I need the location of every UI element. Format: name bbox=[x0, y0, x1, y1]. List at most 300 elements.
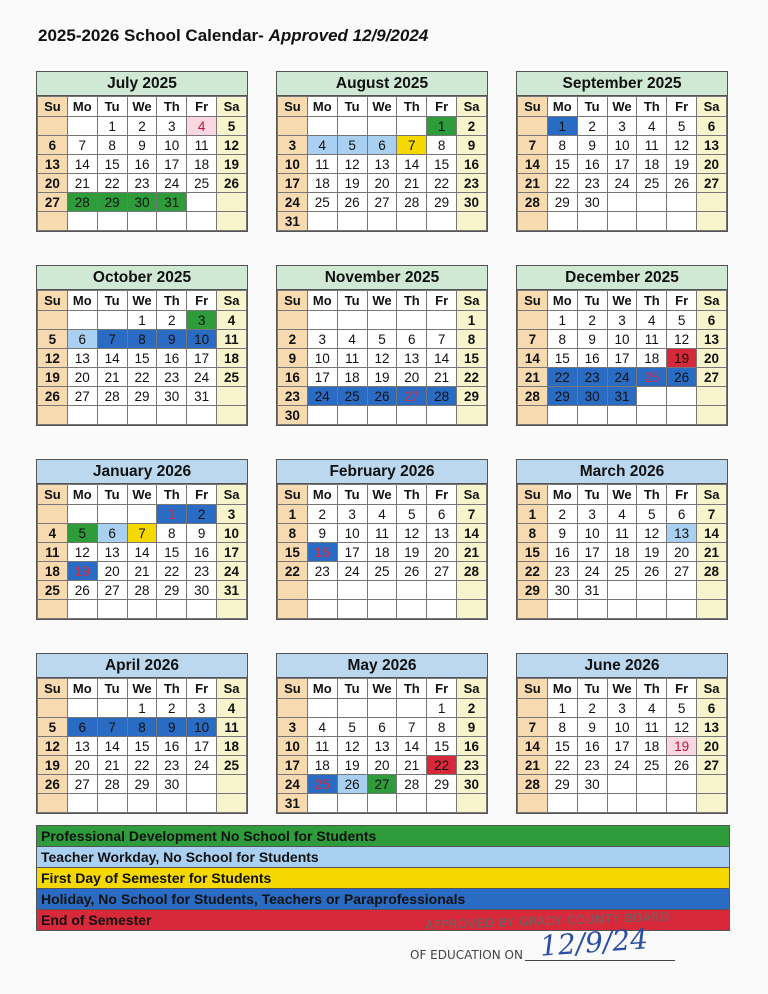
day-cell: 19 bbox=[337, 756, 367, 775]
day-cell: 2 bbox=[457, 117, 487, 136]
month-grid bbox=[37, 484, 247, 619]
empty-cell bbox=[518, 212, 548, 231]
empty-cell bbox=[518, 406, 548, 425]
weekday-header: Th bbox=[397, 485, 427, 505]
empty-cell bbox=[307, 581, 337, 600]
day-cell: 12 bbox=[667, 330, 697, 349]
empty-cell bbox=[577, 212, 607, 231]
empty-cell bbox=[97, 505, 127, 524]
empty-cell bbox=[577, 406, 607, 425]
day-cell: 21 bbox=[67, 174, 97, 193]
day-cell: 4 bbox=[337, 330, 367, 349]
day-cell: 3 bbox=[278, 718, 308, 737]
day-cell: 9 bbox=[577, 136, 607, 155]
day-cell: 13 bbox=[38, 155, 68, 174]
day-cell: 3 bbox=[187, 311, 217, 330]
weekday-header: We bbox=[127, 97, 157, 117]
day-cell: 12 bbox=[38, 737, 68, 756]
week-row bbox=[518, 543, 727, 562]
day-cell: 14 bbox=[518, 349, 548, 368]
week-row bbox=[518, 117, 727, 136]
day-cell: 4 bbox=[187, 117, 217, 136]
weekday-header: Su bbox=[38, 679, 68, 699]
week-row bbox=[278, 562, 487, 581]
day-cell: 7 bbox=[457, 505, 487, 524]
empty-cell bbox=[367, 117, 397, 136]
week-row bbox=[38, 330, 247, 349]
week-row bbox=[518, 406, 727, 425]
empty-cell bbox=[697, 406, 727, 425]
day-cell: 10 bbox=[307, 349, 337, 368]
empty-cell bbox=[367, 212, 397, 231]
day-cell: 5 bbox=[337, 718, 367, 737]
month-calendar bbox=[36, 653, 248, 814]
week-row bbox=[278, 174, 487, 193]
weekday-header: Tu bbox=[577, 97, 607, 117]
day-cell: 21 bbox=[518, 174, 548, 193]
day-cell: 20 bbox=[427, 543, 457, 562]
empty-cell bbox=[367, 581, 397, 600]
day-cell: 8 bbox=[547, 136, 577, 155]
weekday-header: Sa bbox=[697, 485, 727, 505]
day-cell: 5 bbox=[38, 718, 68, 737]
day-cell: 10 bbox=[607, 718, 637, 737]
empty-cell bbox=[157, 794, 187, 813]
day-cell: 13 bbox=[67, 737, 97, 756]
day-cell: 15 bbox=[427, 737, 457, 756]
weekday-header: Th bbox=[157, 485, 187, 505]
day-cell: 26 bbox=[637, 562, 667, 581]
day-cell: 25 bbox=[307, 775, 337, 794]
day-cell: 23 bbox=[157, 368, 187, 387]
empty-cell bbox=[637, 212, 667, 231]
empty-cell bbox=[667, 193, 697, 212]
day-cell: 22 bbox=[547, 756, 577, 775]
day-cell: 15 bbox=[127, 349, 157, 368]
day-cell: 18 bbox=[637, 155, 667, 174]
weekday-header: Th bbox=[397, 291, 427, 311]
empty-cell bbox=[307, 699, 337, 718]
month-calendar bbox=[516, 265, 728, 426]
day-cell: 10 bbox=[187, 718, 217, 737]
day-cell: 17 bbox=[187, 737, 217, 756]
empty-cell bbox=[697, 193, 727, 212]
month-calendar bbox=[276, 459, 488, 620]
empty-cell bbox=[97, 406, 127, 425]
day-cell: 3 bbox=[337, 505, 367, 524]
week-row bbox=[278, 193, 487, 212]
day-cell: 22 bbox=[547, 174, 577, 193]
day-cell: 26 bbox=[337, 193, 367, 212]
day-cell: 13 bbox=[697, 330, 727, 349]
weekday-header: Fr bbox=[667, 485, 697, 505]
day-cell: 23 bbox=[577, 368, 607, 387]
month-grid bbox=[517, 484, 727, 619]
day-cell: 15 bbox=[547, 737, 577, 756]
day-cell: 12 bbox=[337, 737, 367, 756]
day-cell: 4 bbox=[217, 311, 247, 330]
day-cell: 10 bbox=[157, 136, 187, 155]
empty-cell bbox=[157, 212, 187, 231]
empty-cell bbox=[127, 600, 157, 619]
week-row bbox=[38, 775, 247, 794]
day-cell: 29 bbox=[547, 775, 577, 794]
day-cell: 16 bbox=[157, 349, 187, 368]
empty-cell bbox=[367, 406, 397, 425]
week-row bbox=[38, 117, 247, 136]
empty-cell bbox=[457, 794, 487, 813]
day-cell: 20 bbox=[67, 756, 97, 775]
weekday-header: We bbox=[127, 291, 157, 311]
day-cell: 28 bbox=[427, 387, 457, 406]
day-cell: 2 bbox=[187, 505, 217, 524]
empty-cell bbox=[307, 212, 337, 231]
week-row bbox=[38, 311, 247, 330]
empty-cell bbox=[67, 311, 97, 330]
day-cell: 1 bbox=[457, 311, 487, 330]
weekday-header: Th bbox=[157, 291, 187, 311]
day-cell: 26 bbox=[337, 775, 367, 794]
empty-cell bbox=[127, 505, 157, 524]
day-cell: 4 bbox=[637, 699, 667, 718]
week-row bbox=[518, 718, 727, 737]
day-cell: 18 bbox=[307, 756, 337, 775]
empty-cell bbox=[637, 387, 667, 406]
day-cell: 5 bbox=[337, 136, 367, 155]
empty-cell bbox=[187, 406, 217, 425]
weekday-header: Mo bbox=[307, 679, 337, 699]
day-cell: 18 bbox=[217, 349, 247, 368]
day-cell: 27 bbox=[697, 756, 727, 775]
empty-cell bbox=[607, 600, 637, 619]
day-cell: 19 bbox=[667, 737, 697, 756]
weekday-header: We bbox=[367, 291, 397, 311]
empty-cell bbox=[457, 581, 487, 600]
day-cell: 7 bbox=[397, 136, 427, 155]
empty-cell bbox=[67, 699, 97, 718]
week-row bbox=[518, 524, 727, 543]
day-cell: 22 bbox=[457, 368, 487, 387]
day-cell: 18 bbox=[217, 737, 247, 756]
day-cell: 6 bbox=[38, 136, 68, 155]
day-cell: 7 bbox=[518, 330, 548, 349]
day-cell: 8 bbox=[457, 330, 487, 349]
day-cell: 4 bbox=[307, 136, 337, 155]
month-calendar bbox=[516, 459, 728, 620]
month-title: December 2025 bbox=[517, 266, 727, 290]
week-row bbox=[518, 775, 727, 794]
weekday-header: Su bbox=[278, 291, 308, 311]
weekday-header: We bbox=[367, 679, 397, 699]
weekday-header: We bbox=[607, 679, 637, 699]
month-grid bbox=[37, 96, 247, 231]
day-cell: 29 bbox=[427, 193, 457, 212]
day-cell: 27 bbox=[367, 775, 397, 794]
week-row bbox=[278, 368, 487, 387]
day-cell: 19 bbox=[38, 756, 68, 775]
empty-cell bbox=[518, 117, 548, 136]
empty-cell bbox=[337, 794, 367, 813]
weekday-header: Su bbox=[38, 485, 68, 505]
empty-cell bbox=[547, 600, 577, 619]
weekday-header: Su bbox=[518, 97, 548, 117]
day-cell: 4 bbox=[38, 524, 68, 543]
empty-cell bbox=[637, 775, 667, 794]
day-cell: 17 bbox=[278, 174, 308, 193]
weekday-header: Tu bbox=[337, 679, 367, 699]
day-cell: 29 bbox=[157, 581, 187, 600]
month-title: July 2025 bbox=[37, 72, 247, 96]
empty-cell bbox=[67, 505, 97, 524]
empty-cell bbox=[397, 600, 427, 619]
empty-cell bbox=[307, 117, 337, 136]
day-cell: 6 bbox=[667, 505, 697, 524]
day-cell: 28 bbox=[518, 775, 548, 794]
day-cell: 3 bbox=[577, 505, 607, 524]
month-title: August 2025 bbox=[277, 72, 487, 96]
day-cell: 11 bbox=[607, 524, 637, 543]
month-calendar bbox=[276, 653, 488, 814]
day-cell: 26 bbox=[397, 562, 427, 581]
day-cell: 21 bbox=[97, 756, 127, 775]
week-row bbox=[278, 311, 487, 330]
day-cell: 19 bbox=[217, 155, 247, 174]
day-cell: 29 bbox=[97, 193, 127, 212]
month-title: January 2026 bbox=[37, 460, 247, 484]
empty-cell bbox=[607, 581, 637, 600]
day-cell: 11 bbox=[307, 155, 337, 174]
day-cell: 9 bbox=[577, 718, 607, 737]
day-cell: 8 bbox=[278, 524, 308, 543]
day-cell: 13 bbox=[67, 349, 97, 368]
week-row bbox=[38, 174, 247, 193]
empty-cell bbox=[217, 212, 247, 231]
day-cell: 3 bbox=[278, 136, 308, 155]
day-cell: 26 bbox=[217, 174, 247, 193]
day-cell: 22 bbox=[427, 756, 457, 775]
weekday-header: Mo bbox=[67, 97, 97, 117]
empty-cell bbox=[457, 406, 487, 425]
day-cell: 15 bbox=[518, 543, 548, 562]
day-cell: 30 bbox=[457, 193, 487, 212]
weekday-header: Sa bbox=[457, 291, 487, 311]
day-cell: 19 bbox=[637, 543, 667, 562]
day-cell: 25 bbox=[187, 174, 217, 193]
month-title: October 2025 bbox=[37, 266, 247, 290]
day-cell: 8 bbox=[97, 136, 127, 155]
weekday-header: Mo bbox=[547, 679, 577, 699]
day-cell: 30 bbox=[577, 387, 607, 406]
month-title: November 2025 bbox=[277, 266, 487, 290]
empty-cell bbox=[67, 212, 97, 231]
day-cell: 23 bbox=[577, 174, 607, 193]
day-cell: 25 bbox=[367, 562, 397, 581]
day-cell: 8 bbox=[547, 718, 577, 737]
week-row bbox=[38, 136, 247, 155]
day-cell: 28 bbox=[97, 775, 127, 794]
day-cell: 21 bbox=[697, 543, 727, 562]
legend-holiday: Holiday, No School for Students, Teachers or Paraprofessionals bbox=[37, 889, 729, 910]
week-row bbox=[278, 775, 487, 794]
empty-cell bbox=[518, 794, 548, 813]
day-cell: 10 bbox=[577, 524, 607, 543]
week-row bbox=[518, 562, 727, 581]
day-cell: 25 bbox=[38, 581, 68, 600]
day-cell: 3 bbox=[607, 311, 637, 330]
day-cell: 23 bbox=[457, 756, 487, 775]
day-cell: 20 bbox=[697, 349, 727, 368]
empty-cell bbox=[667, 212, 697, 231]
day-cell: 17 bbox=[607, 155, 637, 174]
day-cell: 24 bbox=[157, 174, 187, 193]
empty-cell bbox=[278, 117, 308, 136]
day-cell: 31 bbox=[157, 193, 187, 212]
day-cell: 18 bbox=[367, 543, 397, 562]
day-cell: 17 bbox=[307, 368, 337, 387]
day-cell: 22 bbox=[278, 562, 308, 581]
day-cell: 28 bbox=[127, 581, 157, 600]
weekday-header: Su bbox=[38, 291, 68, 311]
day-cell: 2 bbox=[157, 699, 187, 718]
empty-cell bbox=[217, 193, 247, 212]
day-cell: 14 bbox=[518, 155, 548, 174]
weekday-header: Fr bbox=[187, 97, 217, 117]
day-cell: 6 bbox=[397, 330, 427, 349]
day-cell: 1 bbox=[518, 505, 548, 524]
weekday-header: Sa bbox=[697, 679, 727, 699]
empty-cell bbox=[457, 600, 487, 619]
day-cell: 22 bbox=[157, 562, 187, 581]
day-cell: 21 bbox=[127, 562, 157, 581]
weekday-header: Fr bbox=[667, 291, 697, 311]
weekday-header: Su bbox=[278, 97, 308, 117]
week-row bbox=[38, 505, 247, 524]
day-cell: 10 bbox=[607, 330, 637, 349]
day-cell: 10 bbox=[278, 155, 308, 174]
day-cell: 6 bbox=[67, 718, 97, 737]
empty-cell bbox=[97, 311, 127, 330]
empty-cell bbox=[38, 406, 68, 425]
empty-cell bbox=[38, 311, 68, 330]
day-cell: 11 bbox=[307, 737, 337, 756]
day-cell: 30 bbox=[157, 387, 187, 406]
empty-cell bbox=[518, 600, 548, 619]
month-calendar bbox=[36, 71, 248, 232]
day-cell: 5 bbox=[367, 330, 397, 349]
week-row bbox=[278, 699, 487, 718]
weekday-header: Fr bbox=[427, 485, 457, 505]
day-cell: 18 bbox=[337, 368, 367, 387]
week-row bbox=[518, 330, 727, 349]
week-row bbox=[518, 212, 727, 231]
empty-cell bbox=[97, 699, 127, 718]
empty-cell bbox=[278, 600, 308, 619]
day-cell: 23 bbox=[127, 174, 157, 193]
day-cell: 27 bbox=[697, 368, 727, 387]
empty-cell bbox=[337, 311, 367, 330]
weekday-header: Sa bbox=[697, 291, 727, 311]
day-cell: 31 bbox=[217, 581, 247, 600]
day-cell: 28 bbox=[697, 562, 727, 581]
day-cell: 20 bbox=[367, 756, 397, 775]
day-cell: 5 bbox=[637, 505, 667, 524]
week-row bbox=[38, 756, 247, 775]
empty-cell bbox=[38, 505, 68, 524]
day-cell: 12 bbox=[397, 524, 427, 543]
day-cell: 14 bbox=[397, 737, 427, 756]
day-cell: 13 bbox=[97, 543, 127, 562]
day-cell: 8 bbox=[547, 330, 577, 349]
day-cell: 23 bbox=[278, 387, 308, 406]
day-cell: 12 bbox=[637, 524, 667, 543]
day-cell: 14 bbox=[67, 155, 97, 174]
day-cell: 19 bbox=[667, 349, 697, 368]
empty-cell bbox=[427, 212, 457, 231]
day-cell: 20 bbox=[67, 368, 97, 387]
day-cell: 9 bbox=[157, 718, 187, 737]
weekday-header: Fr bbox=[187, 291, 217, 311]
week-row bbox=[518, 349, 727, 368]
day-cell: 18 bbox=[187, 155, 217, 174]
week-row bbox=[518, 737, 727, 756]
week-row bbox=[278, 524, 487, 543]
day-cell: 5 bbox=[217, 117, 247, 136]
day-cell: 17 bbox=[157, 155, 187, 174]
weekday-header: Mo bbox=[547, 291, 577, 311]
weekday-header: Sa bbox=[457, 485, 487, 505]
week-row bbox=[38, 406, 247, 425]
empty-cell bbox=[187, 775, 217, 794]
day-cell: 27 bbox=[697, 174, 727, 193]
empty-cell bbox=[427, 794, 457, 813]
week-row bbox=[518, 756, 727, 775]
weekday-header: Mo bbox=[547, 97, 577, 117]
day-cell: 1 bbox=[547, 699, 577, 718]
day-cell: 4 bbox=[217, 699, 247, 718]
day-cell: 1 bbox=[157, 505, 187, 524]
month-grid bbox=[37, 678, 247, 813]
weekday-header: Su bbox=[518, 485, 548, 505]
day-cell: 13 bbox=[697, 718, 727, 737]
weekday-header: Fr bbox=[667, 679, 697, 699]
day-cell: 15 bbox=[97, 155, 127, 174]
empty-cell bbox=[397, 699, 427, 718]
day-cell: 11 bbox=[367, 524, 397, 543]
weekday-header: Tu bbox=[337, 485, 367, 505]
day-cell: 29 bbox=[457, 387, 487, 406]
empty-cell bbox=[457, 212, 487, 231]
empty-cell bbox=[307, 600, 337, 619]
day-cell: 6 bbox=[427, 505, 457, 524]
approved-date: Approved 12/9/2024 bbox=[268, 26, 429, 45]
weekday-header: Tu bbox=[577, 291, 607, 311]
day-cell: 21 bbox=[518, 368, 548, 387]
day-cell: 11 bbox=[637, 136, 667, 155]
day-cell: 27 bbox=[97, 581, 127, 600]
weekday-header: We bbox=[127, 485, 157, 505]
day-cell: 9 bbox=[307, 524, 337, 543]
day-cell: 17 bbox=[607, 737, 637, 756]
empty-cell bbox=[187, 193, 217, 212]
empty-cell bbox=[217, 775, 247, 794]
week-row bbox=[38, 699, 247, 718]
week-row bbox=[518, 311, 727, 330]
day-cell: 14 bbox=[457, 524, 487, 543]
weekday-header: Mo bbox=[67, 485, 97, 505]
weekday-header: Sa bbox=[217, 291, 247, 311]
week-row bbox=[518, 387, 727, 406]
day-cell: 25 bbox=[637, 368, 667, 387]
